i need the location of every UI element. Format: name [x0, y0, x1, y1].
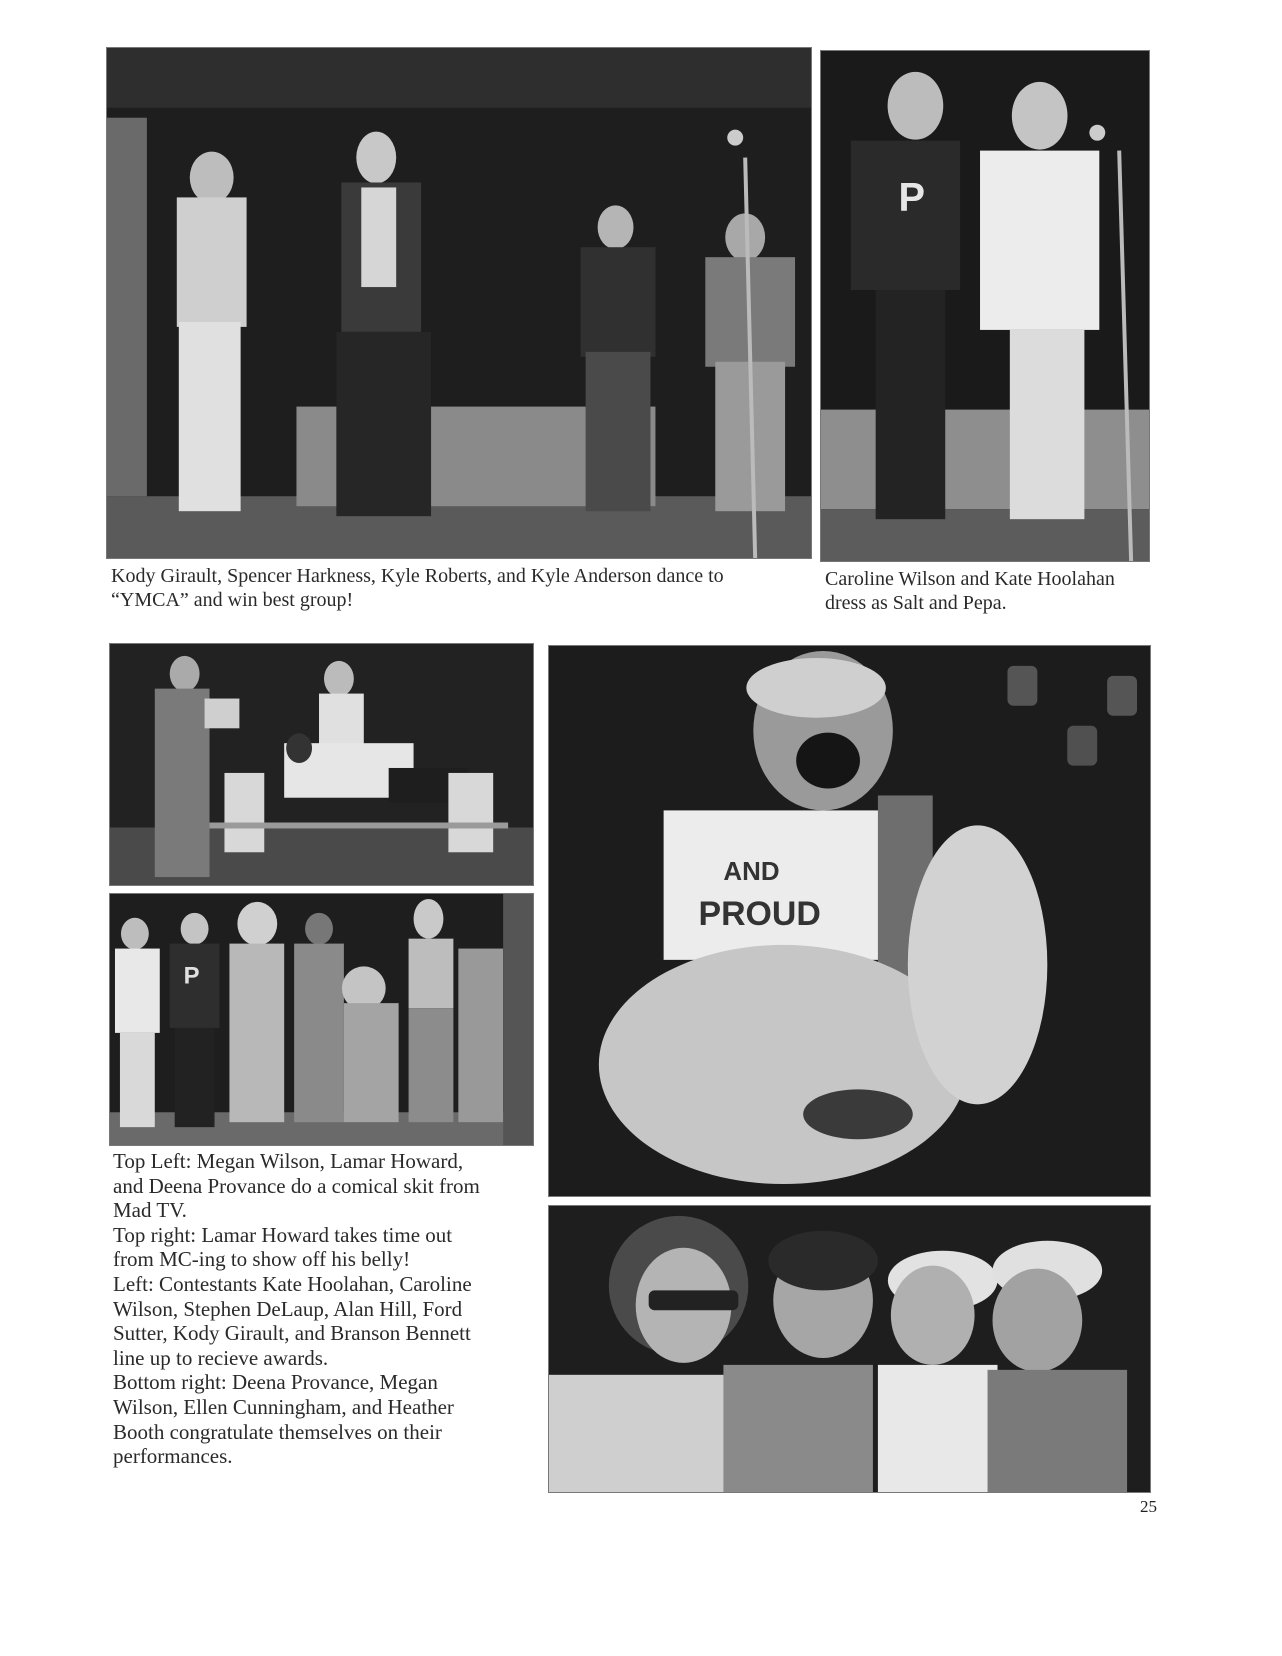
caption-line: Booth congratulate themselves on their	[113, 1419, 442, 1444]
caption-line: Bottom right: Deena Provance, Megan	[113, 1370, 438, 1395]
shirt-text-line: AND	[723, 858, 780, 887]
svg-text:P: P	[898, 175, 926, 220]
shirt-text-line: PROUD	[698, 894, 821, 933]
photo-salt-and-pepa	[820, 50, 1150, 562]
mad-tv-skit-image	[110, 644, 533, 885]
caption-line: Wilson, Ellen Cunningham, and Heather	[113, 1394, 454, 1419]
caption-line: Kody Girault, Spencer Harkness, Kyle Roberts, and Kyle Anderson dance to	[111, 565, 724, 587]
caption-line: Sutter, Kody Girault, and Branson Bennett	[113, 1321, 471, 1346]
combined-caption	[113, 1149, 533, 1469]
caption-line: Wilson, Stephen DeLaup, Alan Hill, Ford	[113, 1296, 463, 1321]
caption-line: Top Left: Megan Wilson, Lamar Howard,	[113, 1149, 464, 1173]
caption-line: dress as Salt and Pepa.	[825, 592, 1007, 614]
photo-ymca-dance	[106, 47, 812, 559]
caption-ymca	[111, 564, 811, 612]
belly-costume-image	[549, 646, 1150, 1196]
photo-mad-tv-skit	[109, 643, 534, 886]
caption-line: “YMCA” and win best group!	[111, 589, 354, 611]
photo-contestants-lineup	[109, 893, 534, 1146]
page-number: 25	[1140, 1497, 1157, 1516]
salt-and-pepa-image	[821, 51, 1149, 561]
caption-line: line up to recieve awards.	[113, 1345, 329, 1370]
caption-line: Left: Contestants Kate Hoolahan, Caroline	[113, 1271, 472, 1296]
caption-line: Mad TV.	[113, 1198, 187, 1223]
caption-line: Top right: Lamar Howard takes time out	[113, 1222, 453, 1247]
caption-line: and Deena Provance do a comical skit from	[113, 1173, 480, 1198]
photo-group-of-four	[548, 1205, 1151, 1493]
caption-line: from MC-ing to show off his belly!	[113, 1247, 411, 1272]
contestants-lineup-image	[110, 894, 533, 1145]
svg-text:P: P	[183, 962, 200, 990]
caption-line: performances.	[113, 1444, 233, 1469]
caption-salt-and-pepa	[825, 567, 1145, 615]
ymca-dance-image	[107, 48, 811, 558]
caption-line: Caroline Wilson and Kate Hoolahan	[825, 568, 1115, 590]
group-of-four-image	[549, 1206, 1150, 1492]
photo-belly-costume	[548, 645, 1151, 1197]
